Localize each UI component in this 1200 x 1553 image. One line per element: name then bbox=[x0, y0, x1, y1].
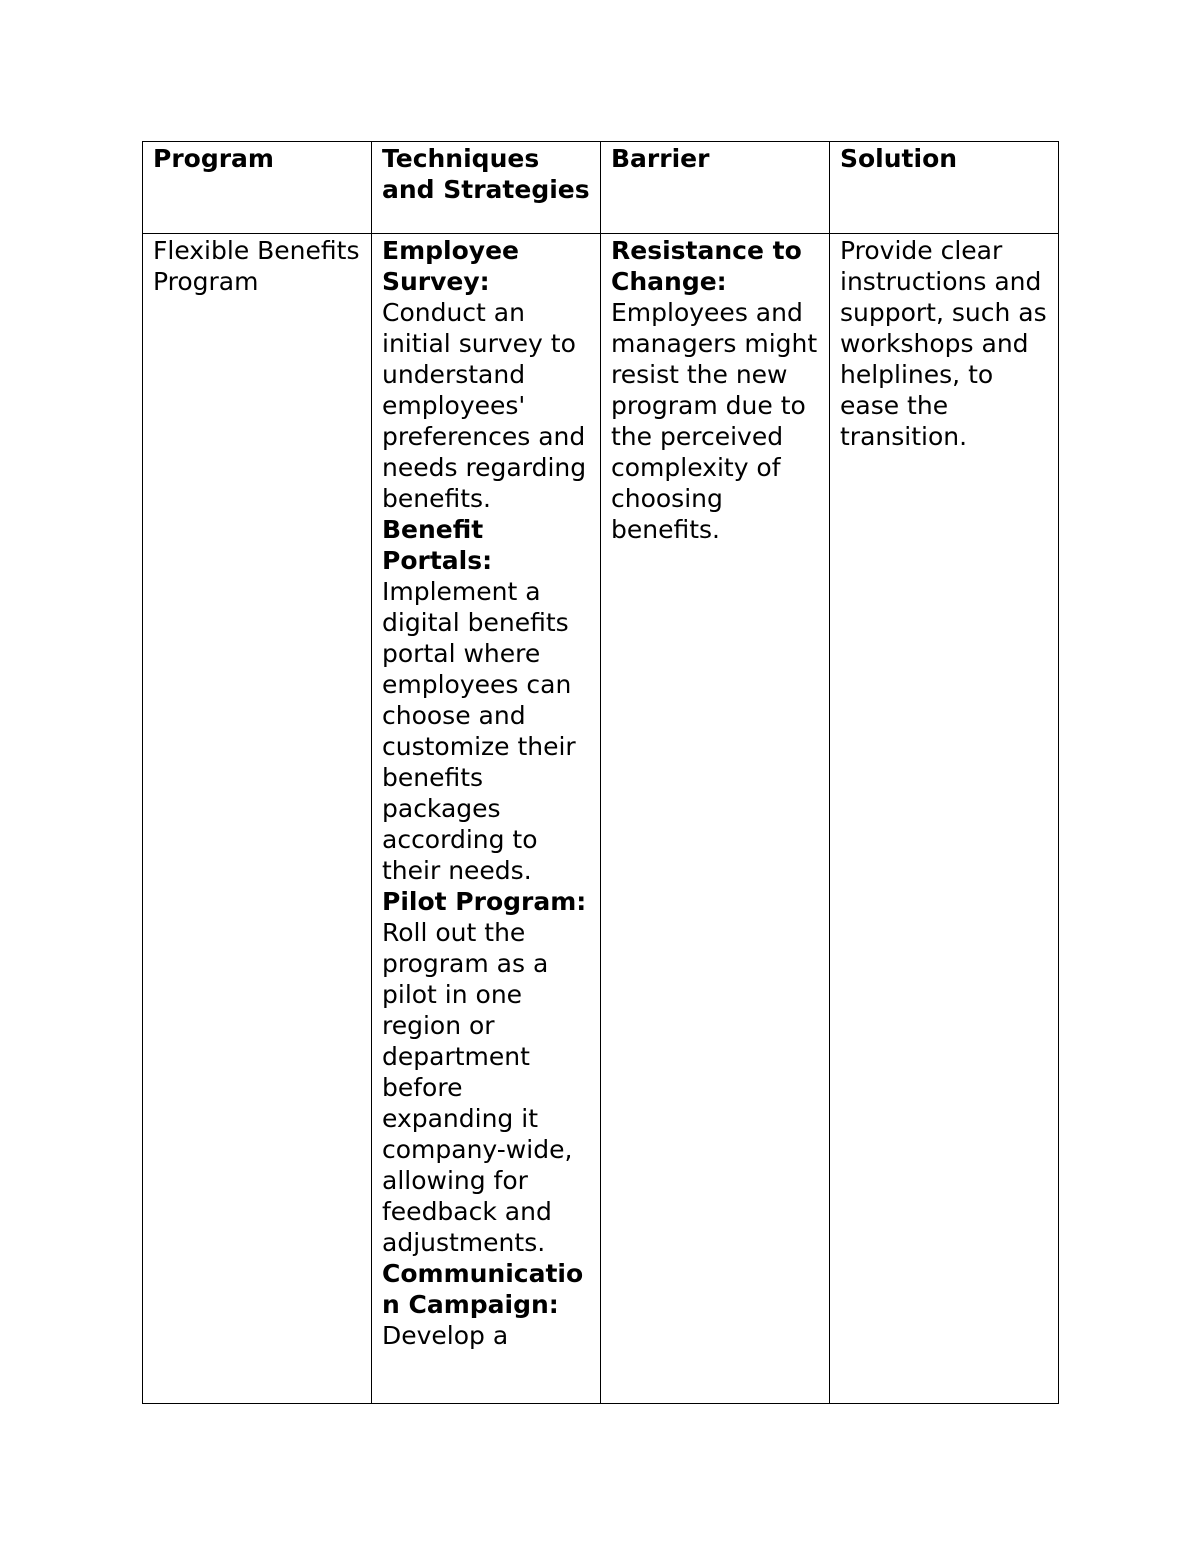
header-barrier: Barrier bbox=[601, 142, 830, 234]
header-techniques: Techniques and Strategies bbox=[372, 142, 601, 234]
technique-text-pilot: Roll out the program as a pilot in one region or department before expanding it company-wide, allowing for feedback and adjustments. bbox=[382, 918, 573, 1257]
cell-program bbox=[143, 234, 372, 1404]
cell-solution bbox=[830, 234, 1059, 1404]
cell-barrier bbox=[601, 234, 830, 1404]
solution-text: Provide clear instructions and support, such as workshops and helplines, to ease the transition. bbox=[840, 236, 1047, 451]
cell-techniques bbox=[372, 234, 601, 1404]
technique-label-communication: Communication Campaign: bbox=[382, 1259, 584, 1319]
barrier-label: Resistance to Change: bbox=[611, 236, 802, 296]
technique-label-survey: Employee Survey: bbox=[382, 236, 519, 296]
benefits-table bbox=[142, 141, 1059, 1404]
technique-text-communication: Develop a bbox=[382, 1321, 509, 1350]
technique-label-pilot: Pilot Program: bbox=[382, 887, 587, 916]
header-program: Program bbox=[143, 142, 372, 234]
barrier-text: Employees and managers might resist the new program due to the perceived complexity of choosing benefits. bbox=[611, 298, 818, 544]
table-header-row bbox=[143, 142, 1059, 234]
table-row bbox=[143, 234, 1059, 1404]
technique-text-portals: Implement a digital benefits portal where employees can choose and customize their benefits packages according to their needs. bbox=[382, 577, 576, 885]
program-name: Flexible Benefits Program bbox=[153, 236, 360, 296]
technique-label-portals: Benefit Portals: bbox=[382, 515, 493, 575]
header-solution: Solution bbox=[830, 142, 1059, 234]
technique-text-survey: Conduct an initial survey to understand employees' preferences and needs regarding benefits. bbox=[382, 298, 587, 513]
